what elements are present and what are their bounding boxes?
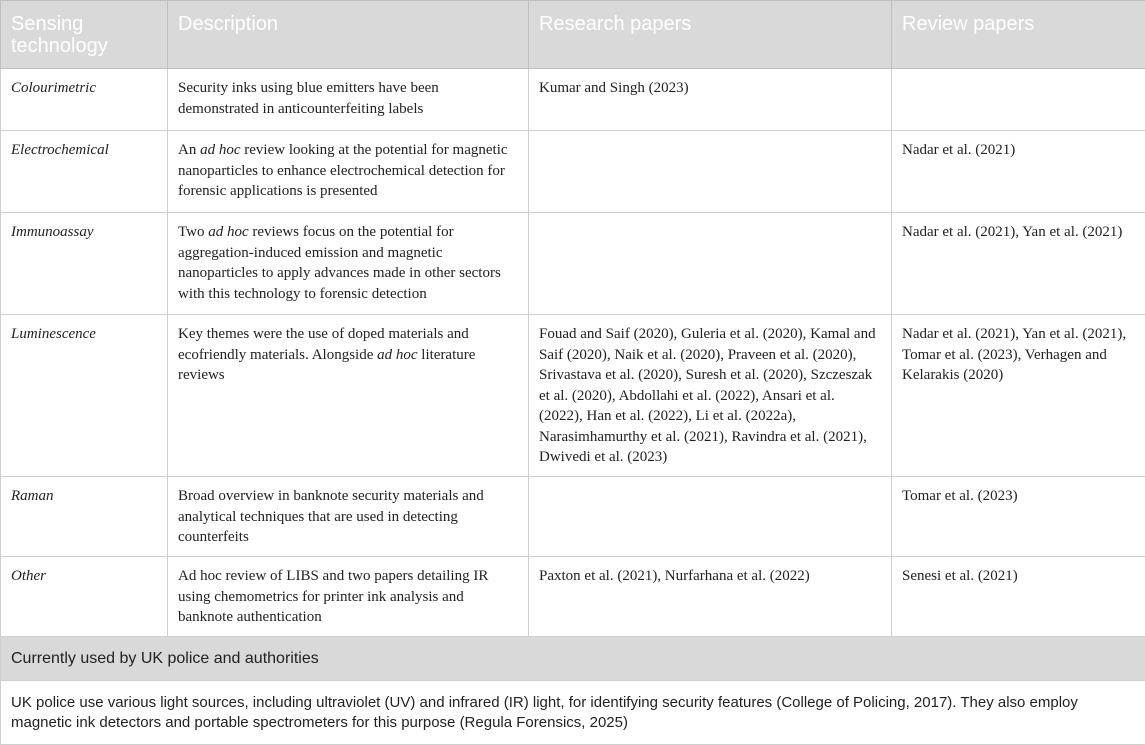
review-papers-cell: Nadar et al. (2021) <box>892 131 1145 213</box>
description-text: review looking at the potential for magnetic nanoparticles to enhance electrochemical detection for forensic applications is presented <box>178 142 508 199</box>
header-research-papers: Research papers <box>529 1 892 69</box>
table-row <box>1 477 1145 557</box>
description-cell: Broad overview in banknote security materials and analytical techniques that are used in detecting counterfeits <box>168 477 529 557</box>
description-emphasis: ad hoc <box>208 224 248 240</box>
table-row <box>1 131 1145 213</box>
current-use-heading: Currently used by UK police and authorities <box>1 637 1145 681</box>
review-papers-cell <box>892 69 1145 131</box>
description-cell <box>168 213 529 315</box>
research-papers-cell: Fouad and Saif (2020), Guleria et al. (2020), Kamal and Saif (2020), Naik et al. (2020), Praveen et al. (2020), Srivastava et al. (2020), Suresh et al. (2020), Szczeszak et al. (2020), Abdollahi et al. (2022), Ansari et al. (2022), Han et al. (2022), Li et al. (2022a), Narasimhamurthy et al. (2021), Ravindra et al. (2021), Dwivedi et al. (2023) <box>529 315 892 477</box>
current-use-heading-row <box>1 637 1145 681</box>
header-description: Description <box>168 1 529 69</box>
table-row <box>1 69 1145 131</box>
technology-cell: Raman <box>1 477 168 557</box>
technology-cell: Electrochemical <box>1 131 168 213</box>
review-papers-cell: Nadar et al. (2021), Yan et al. (2021) <box>892 213 1145 315</box>
description-text: reviews focus on the potential for aggregation-induced emission and magnetic nanoparticles to apply advances made in other sectors with this technology to forensic detection <box>178 224 501 302</box>
description-text: An <box>178 142 200 158</box>
description-cell: Ad hoc review of LIBS and two papers detailing IR using chemometrics for printer ink analysis and banknote authentication <box>168 557 529 637</box>
technology-cell: Luminescence <box>1 315 168 477</box>
description-emphasis: ad hoc <box>200 142 240 158</box>
technology-cell: Colourimetric <box>1 69 168 131</box>
current-use-body-row <box>1 680 1145 744</box>
research-papers-cell <box>529 213 892 315</box>
description-cell <box>168 131 529 213</box>
review-papers-cell: Senesi et al. (2021) <box>892 557 1145 637</box>
header-row <box>1 1 1145 69</box>
review-papers-cell: Tomar et al. (2023) <box>892 477 1145 557</box>
header-sensing-technology: Sensing technology <box>1 1 168 69</box>
current-use-text: UK police use various light sources, including ultraviolet (UV) and infrared (IR) light, for identifying security features (College of Policing, 2017). They also employ magnetic ink detectors and portable spectrometers for this purpose (Regula Forensics, 2025) <box>1 680 1145 744</box>
table-row <box>1 557 1145 637</box>
table-row <box>1 315 1145 477</box>
table-row <box>1 213 1145 315</box>
review-papers-cell: Nadar et al. (2021), Yan et al. (2021), Tomar et al. (2023), Verhagen and Kelarakis (2020) <box>892 315 1145 477</box>
research-papers-cell <box>529 131 892 213</box>
research-papers-cell <box>529 477 892 557</box>
technology-cell: Immunoassay <box>1 213 168 315</box>
research-papers-cell: Paxton et al. (2021), Nurfarhana et al. (2022) <box>529 557 892 637</box>
technology-cell: Other <box>1 557 168 637</box>
description-cell <box>168 315 529 477</box>
description-cell: Security inks using blue emitters have been demonstrated in anticounterfeiting labels <box>168 69 529 131</box>
description-text: Two <box>178 224 208 240</box>
description-text: literature reviews <box>178 347 475 384</box>
header-review-papers: Review papers <box>892 1 1145 69</box>
research-papers-cell: Kumar and Singh (2023) <box>529 69 892 131</box>
description-text: Key themes were the use of doped materials and ecofriendly materials. Alongside <box>178 326 469 363</box>
description-emphasis: ad hoc <box>377 347 417 363</box>
